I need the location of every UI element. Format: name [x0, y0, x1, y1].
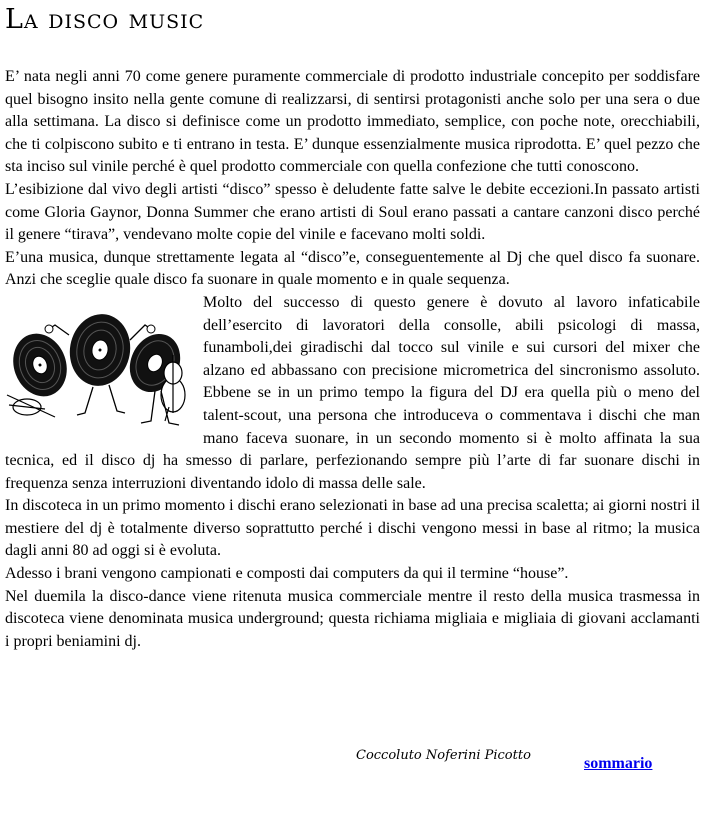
article-body — [5, 66, 700, 653]
dancing-records-illustration-icon — [5, 295, 195, 429]
paragraph: Nel duemila la disco-dance viene ritenuta musica commerciale mentre il resto della musica trasmessa in discoteca viene denominata musica underground; questa richiama migliaia e migliaia di giovani acclamanti i propri beniamini dj. — [5, 587, 700, 650]
page-title: La disco music — [5, 4, 205, 35]
paragraph: Adesso i brani vengono campionati e composti dai computers da qui il termine “house”. — [5, 565, 569, 583]
vinyl-record-middle — [64, 309, 136, 390]
paragraph: Molto del successo di questo genere è dovuto al lavoro infaticabile dell’esercito di lavoratori della consolle, abili psicologi di massa, funamboli,dei giradischi dal tocco sul vinile e sui cursori del mixer che alzano ed abbassano con precisione micrometrica del sincronismo assoluto. Ebbene se in un primo tempo la figura del DJ era quella più o meno del talent-scout, una persona che introduceva o commentava i dischi che man mano faceva suonare, in un secondo momento si è molto affinata la sua tecnica, ed il disco dj ha smesso di parlare, perfezionando sempre più l’arte di far suonare dischi in frequenza senza interruzioni diventando idolo di massa delle sale. — [5, 293, 700, 492]
vinyl-record-left — [5, 326, 75, 404]
author-signature: Coccoluto Noferini Picotto — [356, 748, 531, 763]
summary-link[interactable]: sommario — [584, 755, 653, 772]
paragraph: E’ nata negli anni 70 come genere puramente commerciale di prodotto industriale concepito per soddisfare quel bisogno insito nella gente comune di realizzarsi, di sentirsi protagonisti anche solo per una sera o due alla settimana. La disco si definisce come un prodotto immediato, semplice, con poche note, orecchiabili, che ti colpiscono subito e ti entrano in testa. E’ dunque essenzialmente musica riprodotta. E’ quel pezzo che sta inciso sul vinile perché è quel prodotto commerciale con quella confezione che tutti conoscono. — [5, 68, 700, 176]
paragraph: L’esibizione dal vivo degli artisti “disco” spesso è deludente fatte salve le debite eccezioni.In passato artisti come Gloria Gaynor, Donna Summer che erano artisti di Soul erano passati a cantare canzoni disco perché il genere “tirava”, vendevano molte copie del vinile e facevano molti soldi. — [5, 180, 700, 244]
violin-icon — [7, 395, 55, 417]
footer — [0, 745, 706, 775]
paragraph: In discoteca in un primo momento i dischi erano selezionati in base ad una precisa scaletta; ai giorni nostri il mestiere del dj è totalmente diverso soprattutto perché i dischi vengono messi in base al ritmo; la musica dagli anni 80 ad oggi si è evoluta. — [5, 497, 700, 560]
paragraph: E’una musica, dunque strettamente legata al “disco”e, conseguentemente al Dj che quel disco fa suonare. Anzi che sceglie quale disco fa suonare in quale momento e in quale sequenza. — [5, 248, 700, 289]
